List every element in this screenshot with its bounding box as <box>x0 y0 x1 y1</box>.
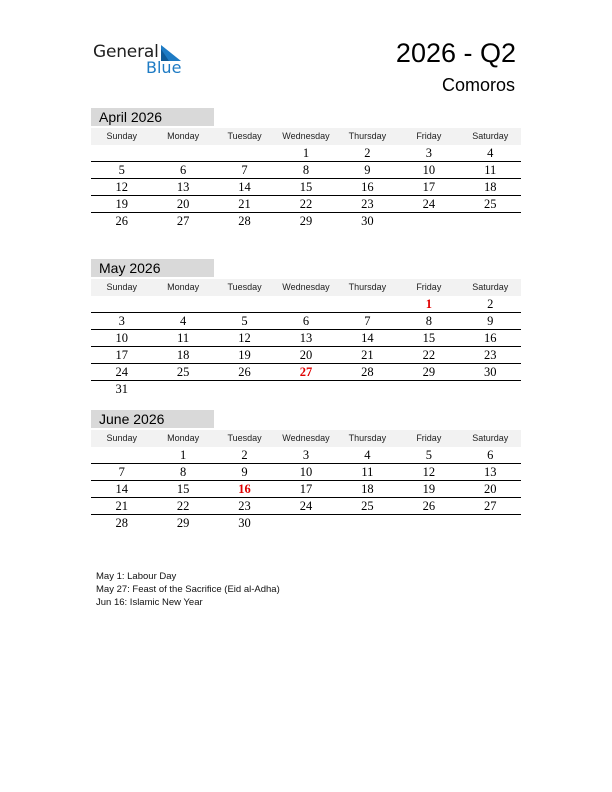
day-cell: 3 <box>425 146 432 160</box>
weekday-label: Wednesday <box>282 131 330 141</box>
holiday-note: Jun 16: Islamic New Year <box>96 597 203 608</box>
day-cell: 10 <box>299 465 313 479</box>
day-cell: 5 <box>118 163 125 177</box>
week-row <box>91 162 521 179</box>
day-cell <box>91 296 152 312</box>
week-row <box>91 498 521 515</box>
day-cell: 25 <box>176 365 190 379</box>
day-cell: 1 <box>180 448 187 462</box>
day-cell <box>214 296 275 312</box>
day-cell: 3 <box>118 314 125 328</box>
day-cell: 26 <box>115 214 128 228</box>
day-cell: 9 <box>241 465 248 479</box>
day-cell <box>91 145 152 161</box>
day-cell: 12 <box>422 465 436 479</box>
day-cell: 15 <box>176 482 190 496</box>
brand-name-blue: Blue <box>146 58 182 77</box>
day-cell: 8 <box>302 163 310 177</box>
weekday-label: Tuesday <box>227 433 262 443</box>
day-cell <box>152 145 213 161</box>
day-cell <box>275 381 336 398</box>
day-cell: 6 <box>180 163 187 177</box>
day-cell: 17 <box>115 348 128 362</box>
day-cell: 15 <box>422 331 436 345</box>
week-row <box>91 313 521 330</box>
day-cell <box>275 296 336 312</box>
day-cell: 27 <box>299 365 313 379</box>
day-cell <box>460 213 521 230</box>
day-cell: 12 <box>238 331 251 345</box>
day-cell: 14 <box>238 180 251 194</box>
weekday-label: Tuesday <box>227 282 262 292</box>
day-cell <box>398 213 459 230</box>
day-cell: 17 <box>299 482 313 496</box>
day-cell: 27 <box>176 214 190 228</box>
day-cell: 10 <box>115 331 128 345</box>
weekday-label: Wednesday <box>282 433 330 443</box>
day-cell: 30 <box>483 365 497 379</box>
weekday-label: Saturday <box>472 433 509 443</box>
holiday-notes <box>96 570 280 609</box>
day-cell: 20 <box>299 348 313 362</box>
day-cell: 25 <box>483 197 497 211</box>
brand-name-general: General <box>93 42 159 62</box>
day-cell: 13 <box>176 180 190 194</box>
week-row <box>91 381 521 398</box>
weekday-label: Thursday <box>348 433 387 443</box>
day-cell: 17 <box>422 180 436 194</box>
weekday-label: Thursday <box>348 131 387 141</box>
day-cell: 11 <box>177 331 190 345</box>
weekday-label: Sunday <box>106 131 137 141</box>
month-label: April 2026 <box>91 108 214 126</box>
day-cell: 25 <box>361 499 374 513</box>
day-cell: 6 <box>302 314 310 328</box>
day-cell <box>275 515 336 532</box>
weekday-label: Friday <box>416 433 442 443</box>
week-row <box>91 364 521 381</box>
week-row <box>91 447 521 464</box>
day-cell: 7 <box>364 314 371 328</box>
day-cell: 19 <box>238 348 251 362</box>
day-cell: 19 <box>422 482 436 496</box>
day-cell <box>398 381 459 398</box>
day-cell <box>152 296 213 312</box>
page-title: 2026 - Q2 <box>395 38 516 68</box>
day-cell: 28 <box>115 516 128 530</box>
day-cell: 21 <box>361 348 374 362</box>
day-cell: 1 <box>425 297 432 311</box>
day-cell: 29 <box>299 214 313 228</box>
day-cell: 9 <box>487 314 494 328</box>
day-cell: 14 <box>361 331 374 345</box>
day-cell: 4 <box>180 314 187 328</box>
day-cell <box>337 381 398 398</box>
weekday-header-row <box>91 279 521 296</box>
day-cell: 31 <box>115 382 128 396</box>
day-cell: 21 <box>238 197 251 211</box>
week-row <box>91 179 521 196</box>
day-cell: 29 <box>422 365 436 379</box>
week-row <box>91 296 521 313</box>
weekday-label: Wednesday <box>282 282 330 292</box>
week-row <box>91 464 521 481</box>
day-cell: 2 <box>241 448 248 462</box>
holiday-note: May 1: Labour Day <box>96 571 177 582</box>
week-row <box>91 481 521 498</box>
day-cell: 9 <box>364 163 371 177</box>
day-cell: 18 <box>176 348 190 362</box>
day-cell: 22 <box>176 499 190 513</box>
day-cell <box>460 515 521 532</box>
day-cell: 2 <box>487 297 494 311</box>
day-cell: 4 <box>364 448 371 462</box>
day-cell: 18 <box>361 482 374 496</box>
month-block <box>91 108 521 230</box>
day-cell: 20 <box>483 482 497 496</box>
weekday-header-row <box>91 430 521 447</box>
country-name: Comoros <box>441 75 515 95</box>
day-cell: 14 <box>115 482 128 496</box>
day-cell: 7 <box>241 163 248 177</box>
day-cell: 13 <box>483 465 497 479</box>
weekday-label: Monday <box>167 433 200 443</box>
weekday-label: Thursday <box>348 282 387 292</box>
day-cell <box>152 381 213 398</box>
day-cell: 19 <box>115 197 128 211</box>
day-cell: 7 <box>118 465 125 479</box>
day-cell: 24 <box>422 197 436 211</box>
day-cell: 11 <box>484 163 497 177</box>
day-cell: 8 <box>425 314 432 328</box>
weekday-label: Sunday <box>106 282 137 292</box>
brand-logo <box>93 42 193 78</box>
day-cell: 24 <box>299 499 313 513</box>
day-cell <box>398 515 459 532</box>
week-row <box>91 213 521 230</box>
week-row <box>91 196 521 213</box>
week-row <box>91 330 521 347</box>
day-cell: 4 <box>487 146 494 160</box>
week-row <box>91 145 521 162</box>
day-cell <box>214 381 275 398</box>
weekday-label: Friday <box>416 131 442 141</box>
day-cell: 16 <box>483 331 497 345</box>
day-cell: 30 <box>361 214 374 228</box>
day-cell: 16 <box>361 180 374 194</box>
day-cell: 2 <box>364 146 371 160</box>
day-cell: 22 <box>422 348 436 362</box>
day-cell: 24 <box>115 365 128 379</box>
day-cell: 12 <box>115 180 128 194</box>
day-cell: 5 <box>241 314 248 328</box>
month-label: June 2026 <box>91 410 214 428</box>
weekday-label: Saturday <box>472 282 509 292</box>
holiday-note: May 27: Feast of the Sacrifice (Eid al-Adha) <box>96 584 280 595</box>
month-block <box>91 259 521 398</box>
day-cell: 21 <box>115 499 128 513</box>
day-cell: 26 <box>422 499 436 513</box>
month-label: May 2026 <box>91 259 214 277</box>
day-cell <box>337 296 398 312</box>
day-cell: 28 <box>361 365 374 379</box>
day-cell: 23 <box>483 348 497 362</box>
day-cell: 5 <box>425 448 432 462</box>
day-cell: 22 <box>299 197 313 211</box>
weekday-label: Friday <box>416 282 442 292</box>
day-cell: 10 <box>422 163 436 177</box>
day-cell: 23 <box>361 197 374 211</box>
day-cell: 28 <box>238 214 251 228</box>
weekday-label: Tuesday <box>227 131 262 141</box>
day-cell <box>91 447 152 463</box>
day-cell: 29 <box>176 516 190 530</box>
day-cell <box>460 381 521 398</box>
day-cell: 30 <box>238 516 251 530</box>
day-cell: 27 <box>483 499 497 513</box>
day-cell: 6 <box>487 448 494 462</box>
day-cell: 15 <box>299 180 313 194</box>
day-cell: 1 <box>302 146 310 160</box>
day-cell: 3 <box>302 448 310 462</box>
day-cell <box>214 145 275 161</box>
day-cell: 26 <box>238 365 251 379</box>
day-cell: 8 <box>180 465 187 479</box>
week-row <box>91 515 521 532</box>
weekday-label: Saturday <box>472 131 509 141</box>
day-cell <box>337 515 398 532</box>
day-cell: 16 <box>238 482 251 496</box>
day-cell: 11 <box>361 465 374 479</box>
day-cell: 13 <box>299 331 313 345</box>
week-row <box>91 347 521 364</box>
weekday-label: Monday <box>167 131 200 141</box>
day-cell: 23 <box>238 499 251 513</box>
day-cell: 18 <box>483 180 497 194</box>
weekday-label: Monday <box>167 282 200 292</box>
weekday-header-row <box>91 128 521 145</box>
day-cell: 20 <box>176 197 190 211</box>
month-block <box>91 410 521 532</box>
weekday-label: Sunday <box>106 433 137 443</box>
